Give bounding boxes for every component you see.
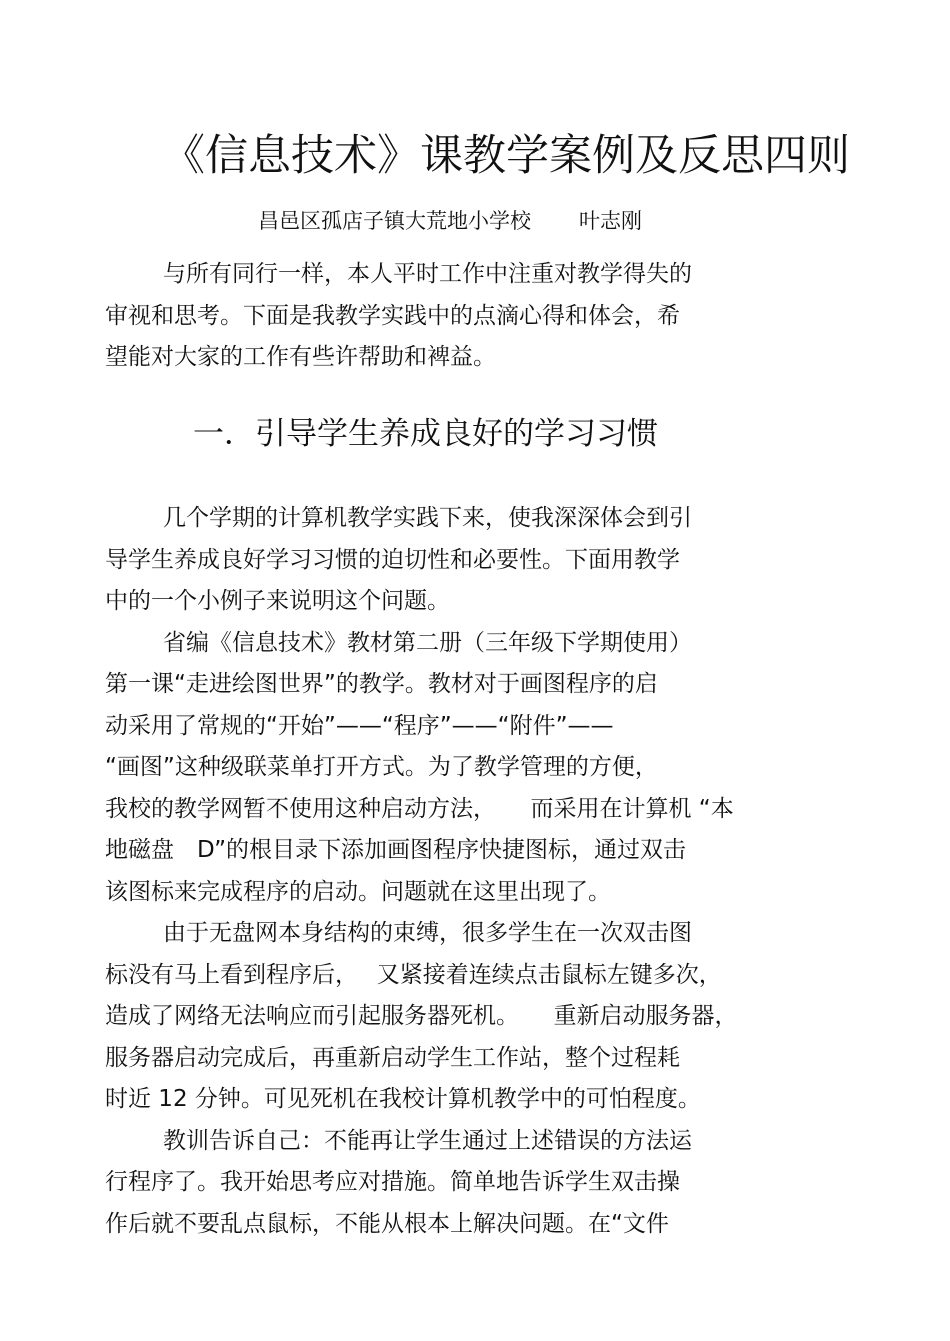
text-line: 动采用了常规的“开始”——“程序”——“附件”—— bbox=[105, 712, 614, 739]
byline bbox=[258, 206, 642, 236]
text-line: 行程序了。我开始思考应对措施。简单地告诉学生双击操 bbox=[105, 1169, 680, 1195]
intro-paragraph bbox=[105, 254, 845, 379]
text-line: 造成了网络无法响应而引起服务器死机。 重新启动服务器， bbox=[105, 1003, 738, 1029]
text-line: 服务器启动完成后，再重新启动学生工作站，整个过程耗 bbox=[105, 1044, 680, 1071]
text-line: 地磁盘 D”的根目录下添加画图程序快捷图标，通过双击 bbox=[105, 837, 687, 863]
text-line: 标没有马上看到程序后， 又紧接着连续点击鼠标左键多次， bbox=[105, 961, 722, 988]
school-name: 昌邑区孤店子镇大荒地小学校 bbox=[258, 209, 531, 233]
section1-body bbox=[105, 498, 845, 1245]
text-line: “画图”这种级联菜单打开方式。为了教学管理的方便， bbox=[105, 754, 658, 780]
text-line: 该图标来完成程序的启动。问题就在这里出现了。 bbox=[105, 878, 611, 905]
text-line: 望能对大家的工作有些许帮助和裨益。 bbox=[105, 344, 496, 370]
text-line: 几个学期的计算机教学实践下来，使我深深体会到引 bbox=[163, 505, 692, 531]
text-line: 由于无盘网本身结构的束缚，很多学生在一次双击图 bbox=[163, 920, 692, 946]
text-line: 时近 12 分钟。可见死机在我校计算机教学中的可怕程度。 bbox=[105, 1086, 701, 1112]
text-line: 第一课“走进绘图世界”的教学。教材对于画图程序的启 bbox=[105, 671, 658, 697]
text-line: 省编《信息技术》教材第二册（三年级下学期使用） bbox=[163, 629, 692, 656]
text-line: 与所有同行一样，本人平时工作中注重对教学得失的 bbox=[163, 261, 692, 287]
text-line: 审视和思考。下面是我教学实践中的点滴心得和体会，希 bbox=[105, 302, 680, 329]
document-title: 《信息技术》课教学案例及反思四则 bbox=[162, 131, 850, 181]
section-heading: 一．引导学生养成良好的学习习惯 bbox=[193, 416, 658, 452]
text-line: 导学生养成良好学习习惯的迫切性和必要性。下面用教学 bbox=[105, 546, 680, 573]
text-line: 中的一个小例子来说明这个问题。 bbox=[105, 588, 450, 614]
text-line: 我校的教学网暂不使用这种启动方法， 而采用在计算机 “本 bbox=[105, 795, 734, 822]
author-name: 叶志刚 bbox=[579, 209, 642, 233]
text-line: 作后就不要乱点鼠标，不能从根本上解决问题。在“文件 bbox=[105, 1210, 669, 1237]
text-line: 教训告诉自己：不能再让学生通过上述错误的方法运 bbox=[163, 1127, 692, 1154]
